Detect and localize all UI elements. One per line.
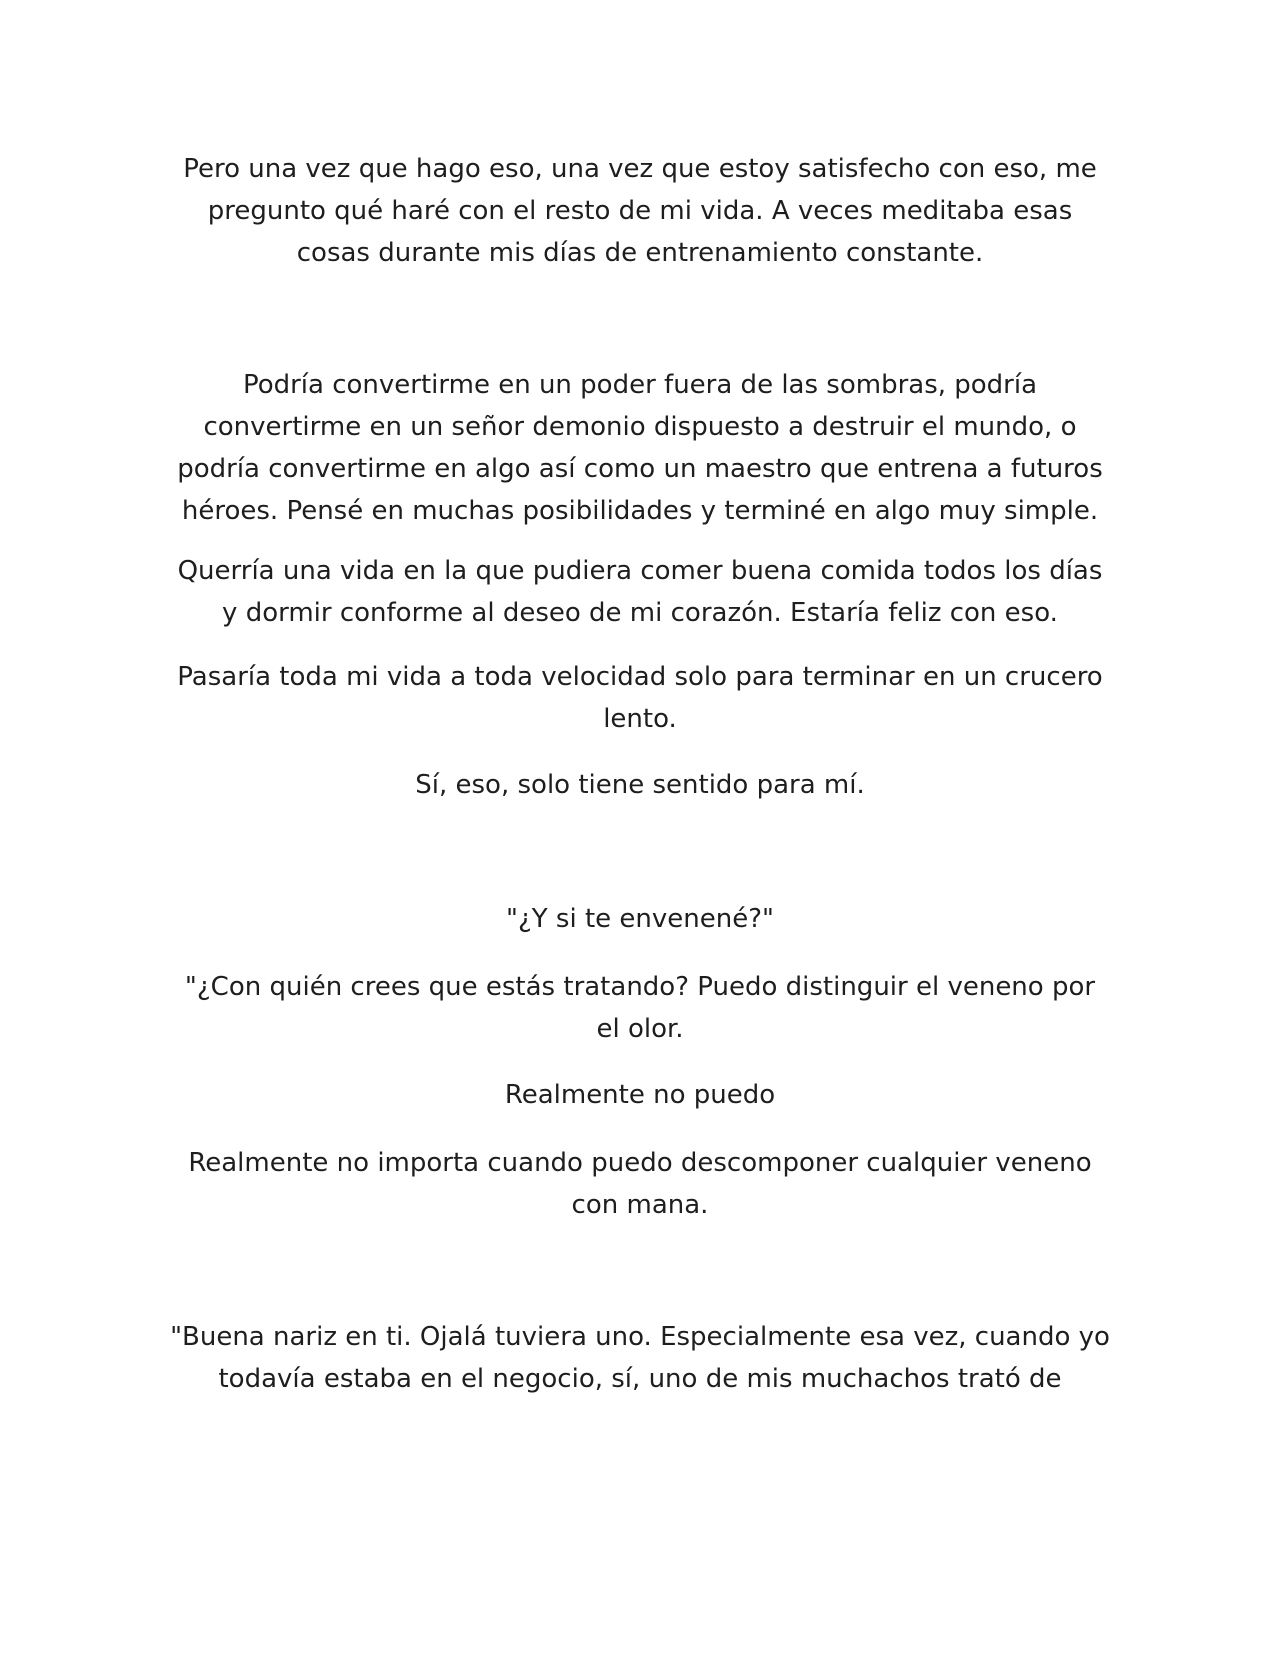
paragraph-6: "¿Y si te envenené?" — [506, 904, 774, 934]
paragraph-8: Realmente no puedo — [504, 1080, 776, 1110]
paragraph-1: Pero una vez que hago eso, una vez que estoy satisfecho con eso, me pregunto qué haré con el resto de mi vida. A veces meditaba esas cosas durante mis días de entrenamiento constante. — [183, 154, 1097, 268]
paragraph-9: Realmente no importa cuando puedo descomponer cualquier veneno con mana. — [188, 1148, 1092, 1220]
paragraph-2: Podría convertirme en un poder fuera de las sombras, podría convertirme en un señor demonio dispuesto a destruir el mundo, o podría convertirme en algo así como un maestro que entrena a futuros héroes. Pensé en muchas posibilidades y terminé en algo muy simple. — [177, 370, 1103, 526]
paragraph-5: Sí, eso, solo tiene sentido para mí. — [415, 770, 865, 800]
paragraph-4: Pasaría toda mi vida a toda velocidad solo para terminar en un crucero lento. — [177, 662, 1103, 734]
paragraph-10: "Buena nariz en ti. Ojalá tuviera uno. Especialmente esa vez, cuando yo todavía estaba en el negocio, sí, uno de mis muchachos trató de — [170, 1322, 1110, 1394]
paragraph-7: "¿Con quién crees que estás tratando? Puedo distinguir el veneno por el olor. — [184, 972, 1096, 1044]
paragraph-3: Querría una vida en la que pudiera comer buena comida todos los días y dormir conforme al deseo de mi corazón. Estaría feliz con eso. — [177, 556, 1103, 628]
